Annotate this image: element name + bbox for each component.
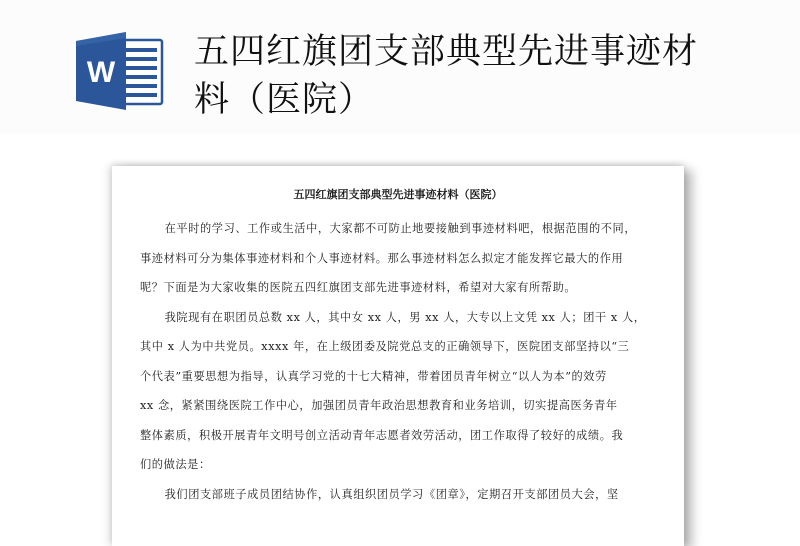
text-line: 个代表”重要思想为指导，认真学习党的十七大精神，带着团员青年树立“以人为本”的效劳 (140, 369, 607, 383)
text-line: 事迹材料可分为集体事迹材料和个人事迹材料。那么事迹材料怎么拟定才能发挥它最大的作用 (140, 251, 624, 265)
text-line: 我院现有在职团员总数 xx 人，其中女 xx 人，男 xx 人，大专以上文凭 xx 人；团干 x 人， (164, 310, 646, 324)
paragraph (140, 480, 660, 510)
document-heading (194, 28, 714, 124)
text-line: xx 念，紧紧围绕医院工作中心，加强团员青年政治思想教育和业务培训，切实提高医务青年 (140, 399, 618, 412)
paragraph (140, 214, 660, 303)
text-line: 其中 x 人为中共党员。xxxx 年，在上级团委及院党总支的正确领导下，医院团支部坚持以“三 (140, 340, 630, 353)
svg-text:W: W (86, 56, 116, 89)
page-body (140, 214, 660, 509)
text-line: 在平时的学习、工作或生活中，大家都不可防止地要接触到事迹材料吧，根据范围的不同， (164, 222, 637, 235)
heading-line-2: 料（医院） (194, 80, 375, 120)
header-banner (0, 0, 800, 134)
text-line: 呢？下面是为大家收集的医院五四红旗团支部先进事迹材料，希望对大家有所帮助。 (140, 281, 577, 294)
text-line: 们的做法是： (140, 458, 211, 471)
text-line: 我们团支部班子成员团结协作，认真组织团员学习《团章》，定期召开支部团员大会，坚 (164, 487, 619, 501)
word-icon (74, 32, 164, 110)
heading-line-1: 五四红旗团支部典型先进事迹材 (194, 32, 699, 72)
text-line: 整体素质，积极开展青年文明号创立活动青年志愿者效劳活动，团工作取得了较好的成绩。我 (140, 428, 624, 442)
page-title: 五四红旗团支部典型先进事迹材料（医院） (293, 188, 503, 201)
paragraph (140, 303, 660, 480)
document-page-preview (112, 166, 684, 546)
